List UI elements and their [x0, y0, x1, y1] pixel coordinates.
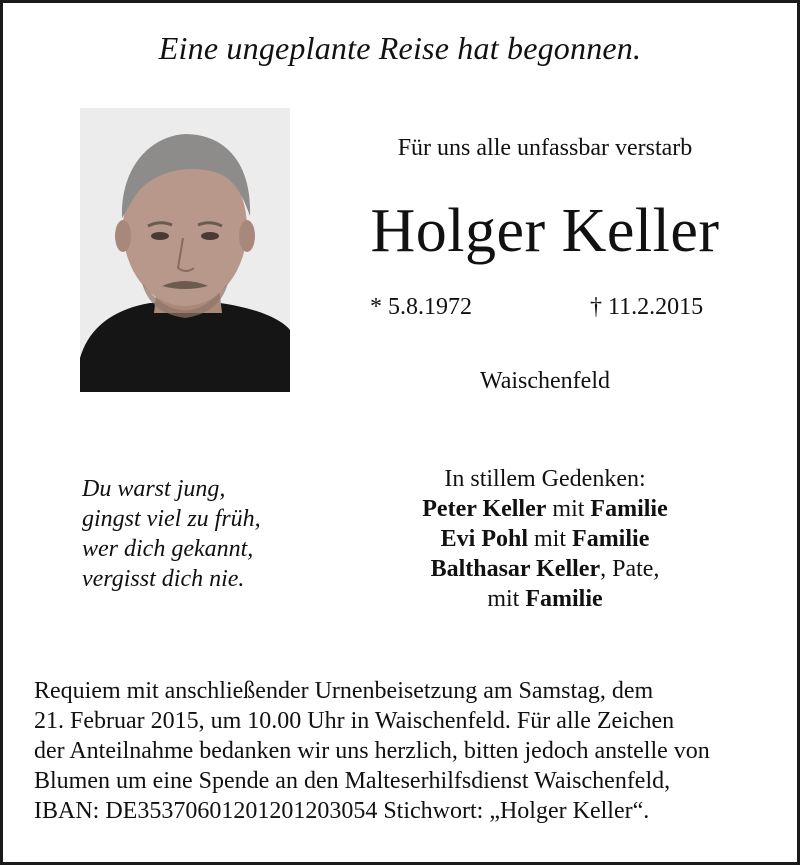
mourner-line [370, 524, 720, 554]
mourner-family: Familie [572, 526, 650, 552]
mourner-connector: mit [528, 526, 573, 552]
mourner-family: Familie [525, 586, 603, 612]
footer-line: Requiem mit anschließender Urnenbeisetzung am Samstag, dem [34, 678, 654, 704]
intro-text: Für uns alle unfassbar verstarb [397, 135, 693, 161]
headline: Eine ungeplante Reise hat begonnen. [158, 30, 642, 66]
mourners-block [370, 464, 720, 614]
portrait-photo [80, 108, 290, 392]
mourner-line [370, 494, 720, 524]
mourner-name: Evi Pohl [440, 526, 529, 552]
service-details [34, 676, 774, 826]
deceased-name: Holger Keller [370, 197, 720, 265]
poem-line: wer dich gekannt, [82, 536, 254, 562]
hometown: Waischenfeld [479, 368, 610, 394]
mourner-connector: mit [487, 586, 526, 612]
mourners-heading: In stillem Gedenken: [444, 466, 646, 492]
death-date: † 11.2.2015 [590, 294, 704, 320]
mourner-line [370, 554, 720, 584]
birth-date: * 5.8.1972 [370, 294, 472, 320]
footer-line: Blumen um eine Spende an den Malteserhilfsdienst Waischenfeld, [34, 768, 671, 794]
mourner-role: , Pate, [600, 556, 660, 582]
footer-line: 21. Februar 2015, um 10.00 Uhr in Waischenfeld. Für alle Zeichen [34, 708, 675, 734]
footer-line: IBAN: DE35370601201201203054 Stichwort: „Holger Keller“. [34, 798, 650, 824]
mourner-connector: mit [546, 496, 591, 522]
portrait-illustration [80, 108, 290, 392]
poem [82, 474, 261, 594]
poem-line: gingst viel zu früh, [82, 506, 261, 532]
poem-line: vergisst dich nie. [82, 566, 245, 592]
footer-line: der Anteilnahme bedanken wir uns herzlich, bitten jedoch anstelle von [34, 738, 710, 764]
poem-line: Du warst jung, [82, 476, 226, 502]
mourner-family: Familie [590, 496, 668, 522]
mourner-name: Balthasar Keller [430, 556, 601, 582]
mourner-line [370, 584, 720, 614]
mourner-name: Peter Keller [422, 496, 547, 522]
